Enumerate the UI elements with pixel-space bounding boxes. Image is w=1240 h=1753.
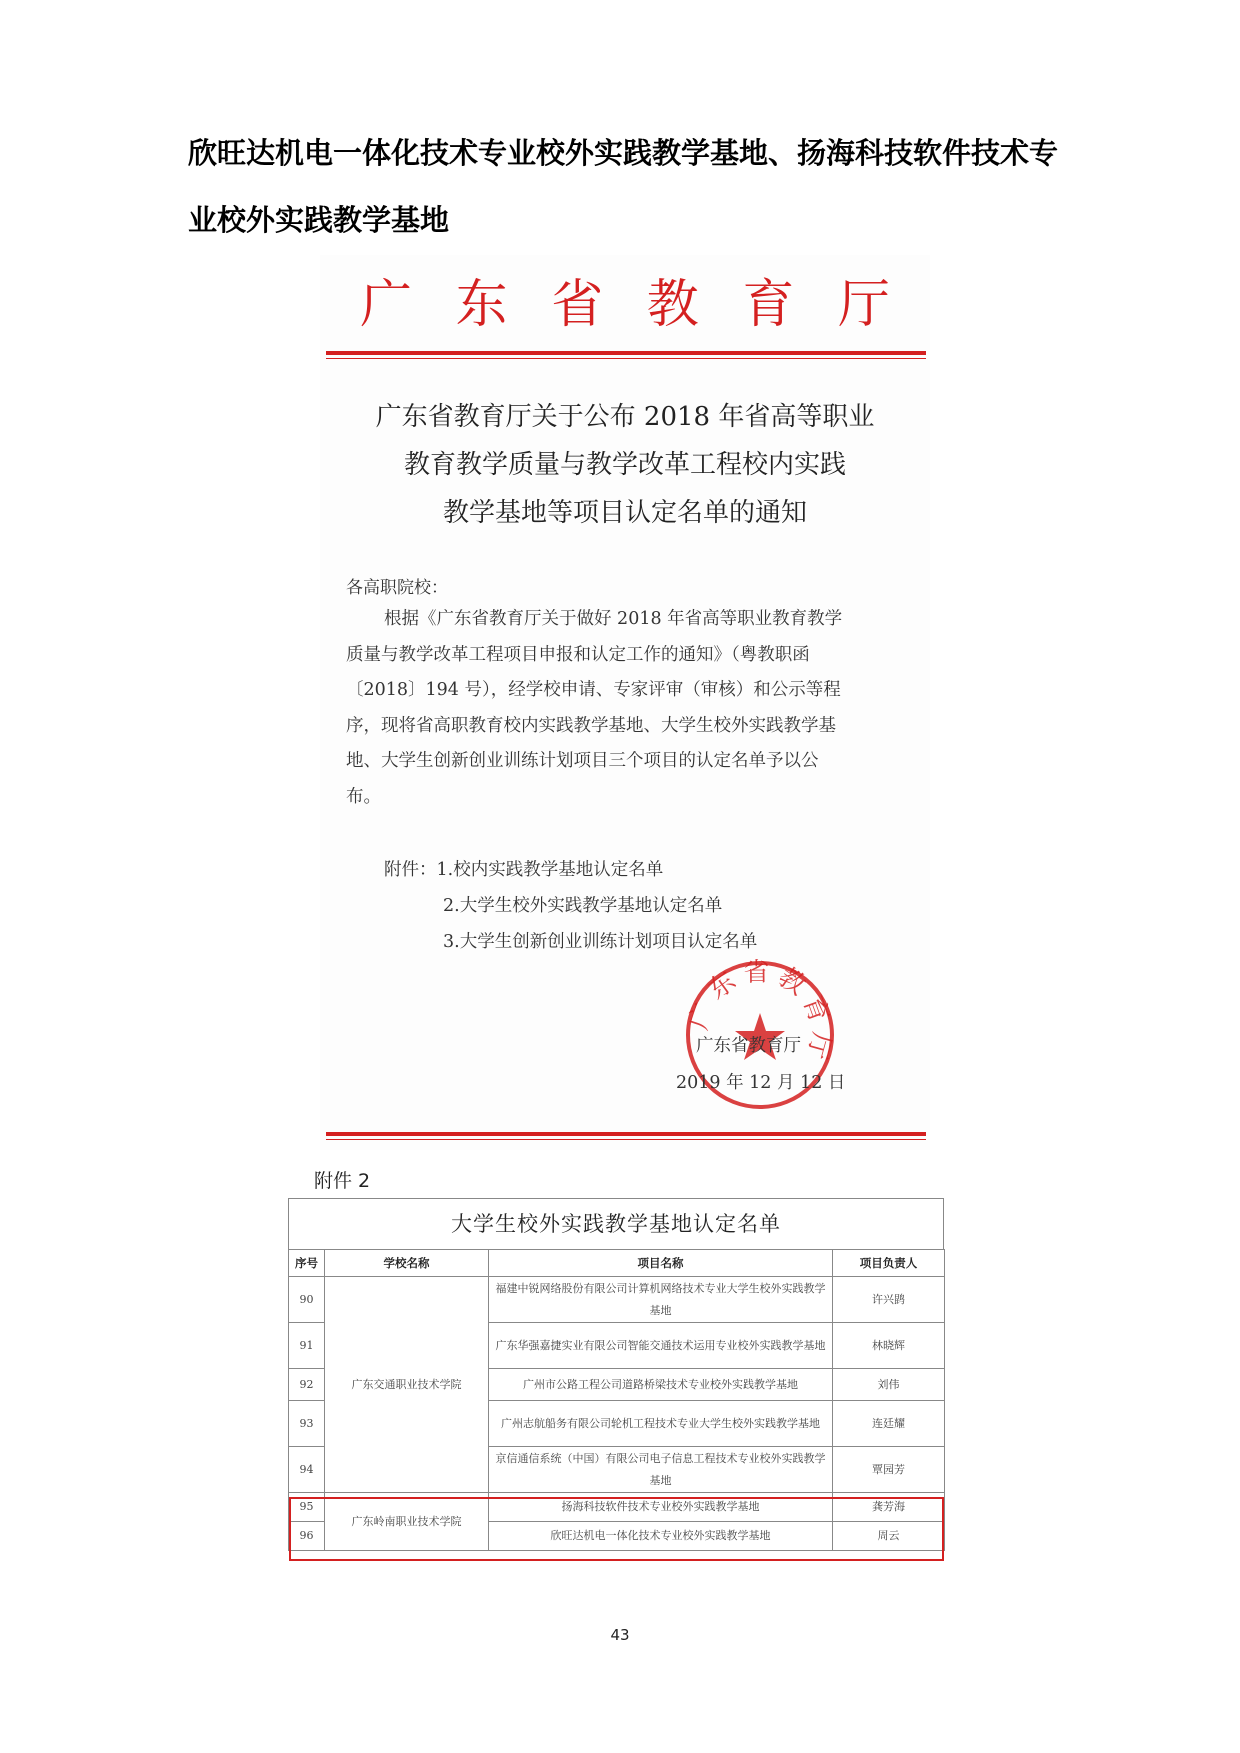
body-line: 序，现将省高职教育校内实践教学基地、大学生校外实践教学基 — [346, 715, 836, 736]
letterhead-char: 省 — [551, 275, 604, 335]
header-lead: 项目负责人 — [833, 1250, 945, 1277]
cell-lead: 周云 — [833, 1522, 945, 1551]
header-no: 序号 — [289, 1250, 325, 1277]
table-header-row — [289, 1250, 945, 1277]
cell-project: 福建中锐网络股份有限公司计算机网络技术专业大学生校外实践教学基地 — [489, 1277, 833, 1323]
notice-scan — [320, 255, 930, 1150]
signature-date: 2019 年 12 月 12 日 — [676, 1073, 846, 1093]
body-line: 〔2018〕194 号），经学校申请、专家评审（审核）和公示等程 — [346, 680, 841, 700]
annex-table-title: 大学生校外实践教学基地认定名单 — [288, 1198, 944, 1249]
cell-project: 京信通信系统（中国）有限公司电子信息工程技术专业校外实践教学基地 — [489, 1447, 833, 1493]
signature-org: 广东省教育厅 — [696, 1036, 801, 1056]
cell-lead: 龚芳海 — [833, 1493, 945, 1522]
letterhead-char: 广 — [360, 275, 413, 335]
page-heading-line-2: 业校外实践教学基地 — [188, 203, 450, 237]
page-heading-line-1: 欣旺达机电一体化技术专业校外实践教学基地、扬海科技软件技术专 — [188, 136, 1059, 170]
cell-no: 95 — [289, 1493, 325, 1522]
body-line: 布。 — [346, 786, 381, 807]
body-line: 地、大学生创新创业训练计划项目三个项目的认定名单予以公 — [346, 751, 819, 771]
page-number: 43 — [610, 1626, 630, 1644]
cell-school: 广东岭南职业技术学院 — [325, 1493, 489, 1551]
letterhead-char: 教 — [646, 275, 699, 335]
cell-lead: 许兴鹍 — [833, 1277, 945, 1323]
letterhead — [360, 275, 890, 335]
header-project: 项目名称 — [489, 1250, 833, 1277]
cell-school: 广东交通职业技术学院 — [325, 1277, 489, 1493]
cell-no: 92 — [289, 1369, 325, 1401]
letterhead-char: 厅 — [837, 275, 890, 335]
attachment-item: 2.大学生校外实践教学基地认定名单 — [443, 896, 723, 916]
cell-lead: 刘伟 — [833, 1369, 945, 1401]
notice-body — [346, 602, 896, 815]
cell-no: 90 — [289, 1277, 325, 1323]
footer-rule — [326, 1132, 926, 1136]
cell-lead: 林晓辉 — [833, 1323, 945, 1369]
notice-title-line: 教学基地等项目认定名单的通知 — [442, 498, 807, 528]
letterhead-char: 育 — [742, 275, 795, 335]
attachment-list — [384, 852, 757, 960]
annex-table-section — [288, 1198, 944, 1551]
header-school: 学校名称 — [325, 1250, 489, 1277]
page-heading — [188, 120, 1068, 254]
attachment-item: 附件：1.校内实践教学基地认定名单 — [384, 860, 664, 880]
cell-no: 94 — [289, 1447, 325, 1493]
notice-title-line: 教育教学质量与教学改革工程校内实践 — [403, 450, 846, 480]
cell-project: 广州市公路工程公司道路桥梁技术专业校外实践教学基地 — [489, 1369, 833, 1401]
body-line: 根据《广东省教育厅关于做好 2018 年省高等职业教育教学 — [384, 609, 843, 629]
letterhead-char: 东 — [455, 275, 508, 335]
cell-project: 广州志航船务有限公司轮机工程技术专业大学生校外实践教学基地 — [489, 1401, 833, 1447]
body-line: 质量与教学改革工程项目申报和认定工作的通知》（粤教职函 — [346, 644, 810, 665]
cell-lead: 覃园芳 — [833, 1447, 945, 1493]
seal-text: 广东省教育厅 — [683, 957, 837, 1069]
cell-no: 91 — [289, 1323, 325, 1369]
letterhead-rule — [326, 351, 926, 355]
notice-title-line: 广东省教育厅关于公布 2018 年省高等职业 — [375, 402, 875, 432]
cell-project: 广东华强嘉捷实业有限公司智能交通技术运用专业校外实践教学基地 — [489, 1323, 833, 1369]
annex-label: 附件 2 — [314, 1170, 371, 1192]
table-row — [289, 1277, 945, 1323]
letterhead-rule-thin — [326, 358, 926, 359]
attachment-item: 3.大学生创新创业训练计划项目认定名单 — [443, 932, 758, 952]
cell-project: 扬海科技软件技术专业校外实践教学基地 — [489, 1493, 833, 1522]
footer-rule-thin — [326, 1139, 926, 1140]
notice-title — [320, 393, 930, 537]
cell-no: 96 — [289, 1522, 325, 1551]
cell-project: 欣旺达机电一体化技术专业校外实践教学基地 — [489, 1522, 833, 1551]
salutation: 各高职院校： — [346, 578, 448, 598]
annex-table — [288, 1249, 945, 1551]
table-row — [289, 1493, 945, 1522]
cell-lead: 连廷耀 — [833, 1401, 945, 1447]
cell-no: 93 — [289, 1401, 325, 1447]
